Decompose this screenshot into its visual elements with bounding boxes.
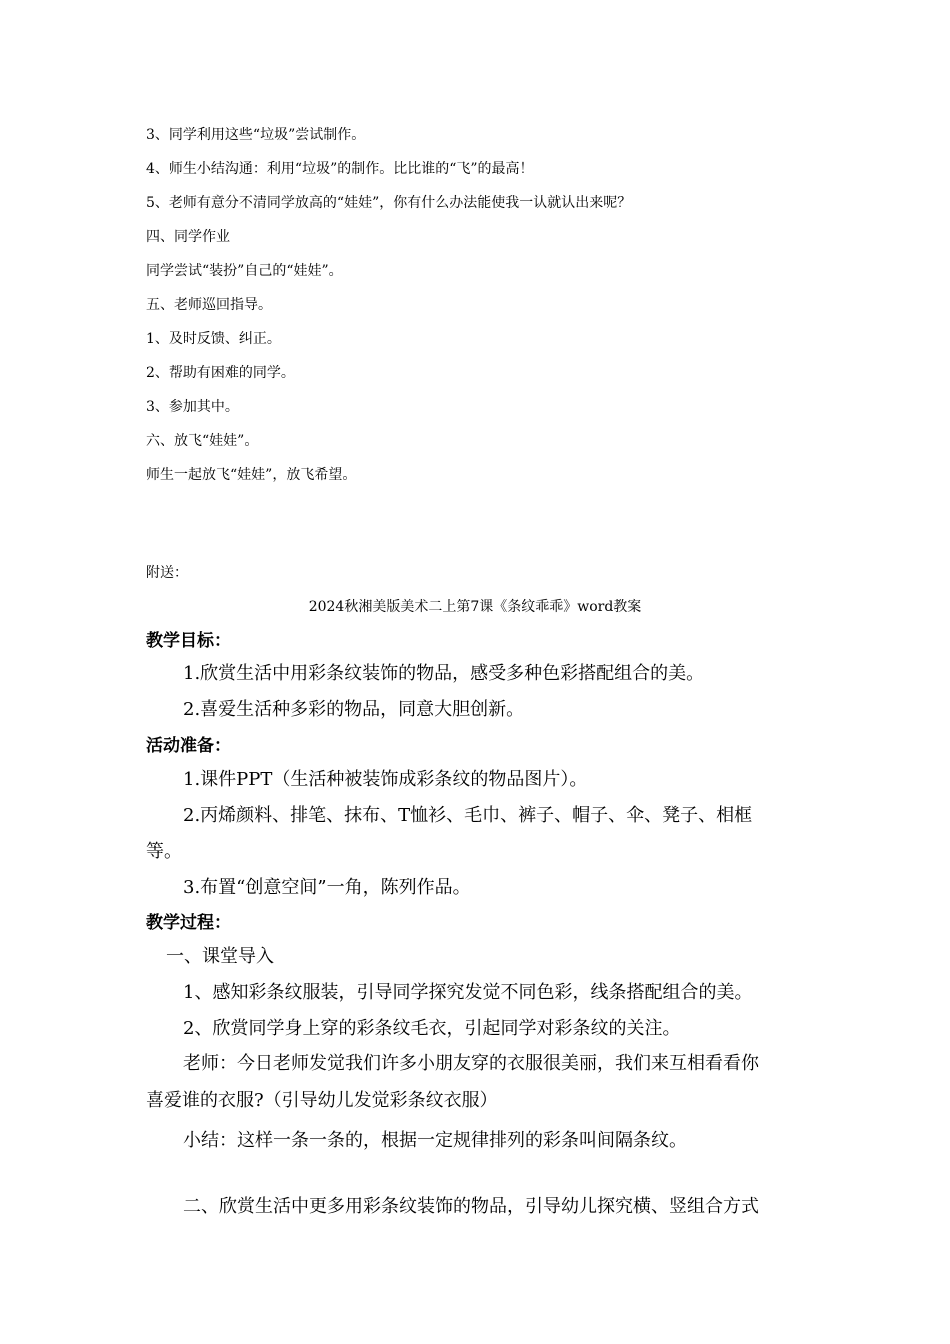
text-line: 师生一起放飞“娃娃”，放飞希望。	[146, 467, 357, 483]
goal-item: 1.欣赏生活中用彩条纹装饰的物品，感受多种色彩搭配组合的美。	[183, 663, 705, 684]
appendix-label: 附送：	[146, 565, 188, 581]
goal-item: 2.喜爱生活种多彩的物品，同意大胆创新。	[183, 699, 525, 720]
teacher-speech: 老师：今日老师发觉我们许多小朋友穿的衣服很美丽，我们来互相看看你	[183, 1053, 759, 1074]
prep-item: 2.丙烯颜料、排笔、抹布、T恤衫、毛巾、裤子、帽子、伞、凳子、相框	[183, 805, 753, 826]
document-title: 2024秋湘美版美术二上第7课《条纹乖乖》word教案	[308, 599, 642, 615]
process-step: 1、感知彩条纹服装，引导同学探究发觉不同色彩，线条搭配组合的美。	[183, 982, 753, 1003]
process-section: 一、课堂导入	[166, 946, 274, 967]
prep-item-continuation: 等。	[146, 841, 182, 862]
text-line: 2、帮助有困难的同学。	[146, 365, 295, 381]
text-line: 3、同学利用这些“垃圾”尝试制作。	[146, 127, 366, 143]
text-line: 1、及时反馈、纠正。	[146, 331, 281, 347]
prep-item: 1.课件PPT（生活种被装饰成彩条纹的物品图片）。	[183, 769, 588, 790]
text-line: 同学尝试“装扮”自己的“娃娃”。	[146, 263, 343, 279]
section-heading: 六、放飞“娃娃”。	[146, 433, 259, 449]
text-line: 5、老师有意分不清同学放高的“娃娃”，你有什么办法能使我一认就认出来呢？	[146, 195, 632, 211]
process-step: 2、欣赏同学身上穿的彩条纹毛衣，引起同学对彩条纹的关注。	[183, 1018, 681, 1039]
section-heading: 五、老师巡回指导。	[146, 297, 272, 313]
section-heading: 四、同学作业	[146, 229, 230, 245]
process-heading: 教学过程：	[146, 913, 231, 933]
text-line: 3、参加其中。	[146, 399, 239, 415]
prep-item: 3.布置“创意空间”一角，陈列作品。	[183, 877, 471, 898]
goal-heading: 教学目标：	[146, 631, 231, 651]
process-section: 二、欣赏生活中更多用彩条纹装饰的物品，引导幼儿探究横、竖组合方式	[183, 1196, 759, 1217]
text-line: 4、师生小结沟通：利用“垃圾”的制作。比比谁的“飞”的最高！	[146, 161, 534, 177]
summary-text: 小结：这样一条一条的，根据一定规律排列的彩条叫间隔条纹。	[183, 1130, 687, 1151]
teacher-speech-continuation: 喜爱谁的衣服?（引导幼儿发觉彩条纹衣服）	[146, 1090, 498, 1111]
prep-heading: 活动准备：	[146, 736, 231, 756]
